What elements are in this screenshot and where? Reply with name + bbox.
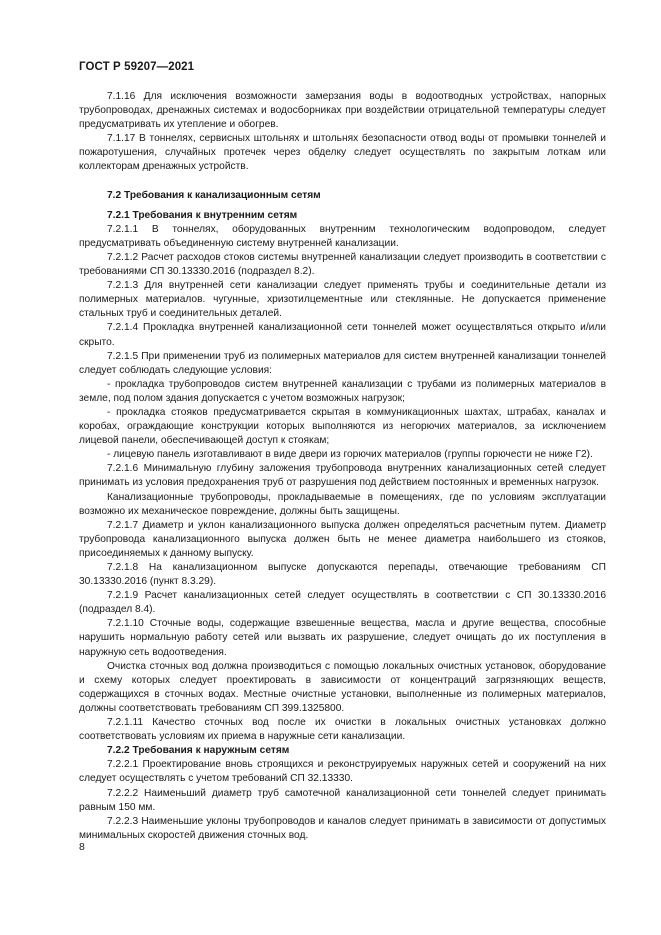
paragraph: 7.2.1.5 При применении труб из полимерных материалов для систем внутренней канализации тоннелей следует соблюдать следующие условия: <box>79 350 606 376</box>
paragraph: 7.2.1.3 Для внутренней сети канализации следует применять трубы и соединительные детали из полимерных материалов. чугунные, хризотилцементные или стеклянные. Не допускается применение стальных труб и соединительных деталей. <box>79 280 606 320</box>
paragraph: 7.2.1.2 Расчет расходов стоков системы внутренней канализации следует производить в соответствии с требованиями СП 30.13330.2016 (подраздел 8.2). <box>79 251 606 278</box>
paragraph: 7.2.1.8 На канализационном выпуске допускаются перепады, отвечающие требованиям СП 30.13330.2016 (пункт 8.3.29). <box>79 562 606 588</box>
paragraph: 7.2.1.1 В тоннелях, оборудованных внутренним технологическим водопроводом, следует предусматривать объединенную систему внутренней канализации. <box>79 223 606 249</box>
paragraph: 7.2.2.3 Наименьшие уклоны трубопроводов и каналов следует принимать в зависимости от допустимых минимальных скоростей движения сточных вод. <box>79 815 606 841</box>
paragraph: Очистка сточных вод должна производиться с помощью локальных очистных установок, оборудование и схему которых следует проектировать в зависимости от концентраций загрязняющих веществ, содержащихся в сточных водах. Местные очистные установки, выполненные из полимерных материалов, должны соответствовать требованиям СП 399.1325800. <box>79 660 606 714</box>
section-heading: 7.2.1 Требования к внутренним сетям <box>107 209 298 221</box>
page-number: 8 <box>79 841 85 853</box>
section-heading: 7.2.2 Требования к наружным сетям <box>107 745 290 757</box>
paragraph: 7.2.1.6 Минимальную глубину заложения трубопровода внутренних канализационных сетей следует принимать из условия предохранения труб от разрушения под действием постоянных и временных нагрузок. <box>79 463 606 489</box>
paragraph: 7.2.1.4 Прокладка внутренней канализационной сети тоннелей может осуществляться открыто и/или скрыто. <box>79 322 606 348</box>
paragraph: 7.1.17 В тоннелях, сервисных штольнях и штольнях безопасности отвод воды от промывки тоннелей и пожаротушения, случайных протечек через обделку следует осуществлять по закрытым лоткам или коллекторам дренажных устройств. <box>79 133 606 173</box>
paragraph: 7.2.2.1 Проектирование вновь строящихся и реконструируемых наружных сетей и сооружений на них следует осуществлять с учетом требований СП 32.13330. <box>79 759 606 785</box>
paragraph: - прокладка стояков предусматривается скрытая в коммуникационных шахтах, штрабах, каналах и коробах, ограждающие конструкции которых выполняются из негорючих материалов, за исключением лицевой панели, обеспечивающей доступ к стоякам; <box>79 406 606 447</box>
paragraph: 7.2.1.10 Сточные воды, содержащие взвешенные вещества, масла и другие вещества, способные нарушить нормальную работу сетей или вызвать их разрушение, следует очищать до их поступления в наружную сеть водоотведения. <box>79 618 606 658</box>
paragraph: - лицевую панель изготавливают в виде двери из горючих материалов (группы горючести не ниже Г2). <box>107 449 593 461</box>
paragraph: 7.2.1.11 Качество сточных вод после их очистки в локальных очистных установках должно соответствовать условиям их приема в наружные сети канализации. <box>79 717 606 743</box>
document-body <box>79 90 606 843</box>
document-header: ГОСТ Р 59207—2021 <box>79 61 195 73</box>
section-heading: 7.2 Требования к канализационным сетям <box>107 189 321 201</box>
paragraph: - прокладка трубопроводов систем внутренней канализации с трубами из полимерных материалов в земле, под полом здания допускается с учетом возможных нагрузок; <box>79 378 606 404</box>
paragraph: Канализационные трубопроводы, прокладываемые в помещениях, где по условиям эксплуатации возможно их механическое повреждение, должны быть защищены. <box>79 491 606 517</box>
paragraph: 7.2.1.7 Диаметр и уклон канализационного выпуска должен определяться расчетным путем. Диаметр трубопровода канализационного выпуска должен быть не менее диаметра наибольшего из стояков, присоединяемых к данному выпуску. <box>79 519 606 559</box>
paragraph: 7.2.1.9 Расчет канализационных сетей следует осуществлять в соответствии с СП 30.13330.2016 (подраздел 8.4). <box>79 590 606 616</box>
paragraph: 7.2.2.2 Наименьший диаметр труб самотечной канализационной сети тоннелей следует принимать равным 150 мм. <box>79 787 606 813</box>
paragraph: 7.1.16 Для исключения возможности замерзания воды в водоотводных устройствах, напорных трубопроводах, дренажных системах и водосборниках при воздействии отрицательной температуры следует предусматривать их утепление и обогрев. <box>79 91 606 131</box>
